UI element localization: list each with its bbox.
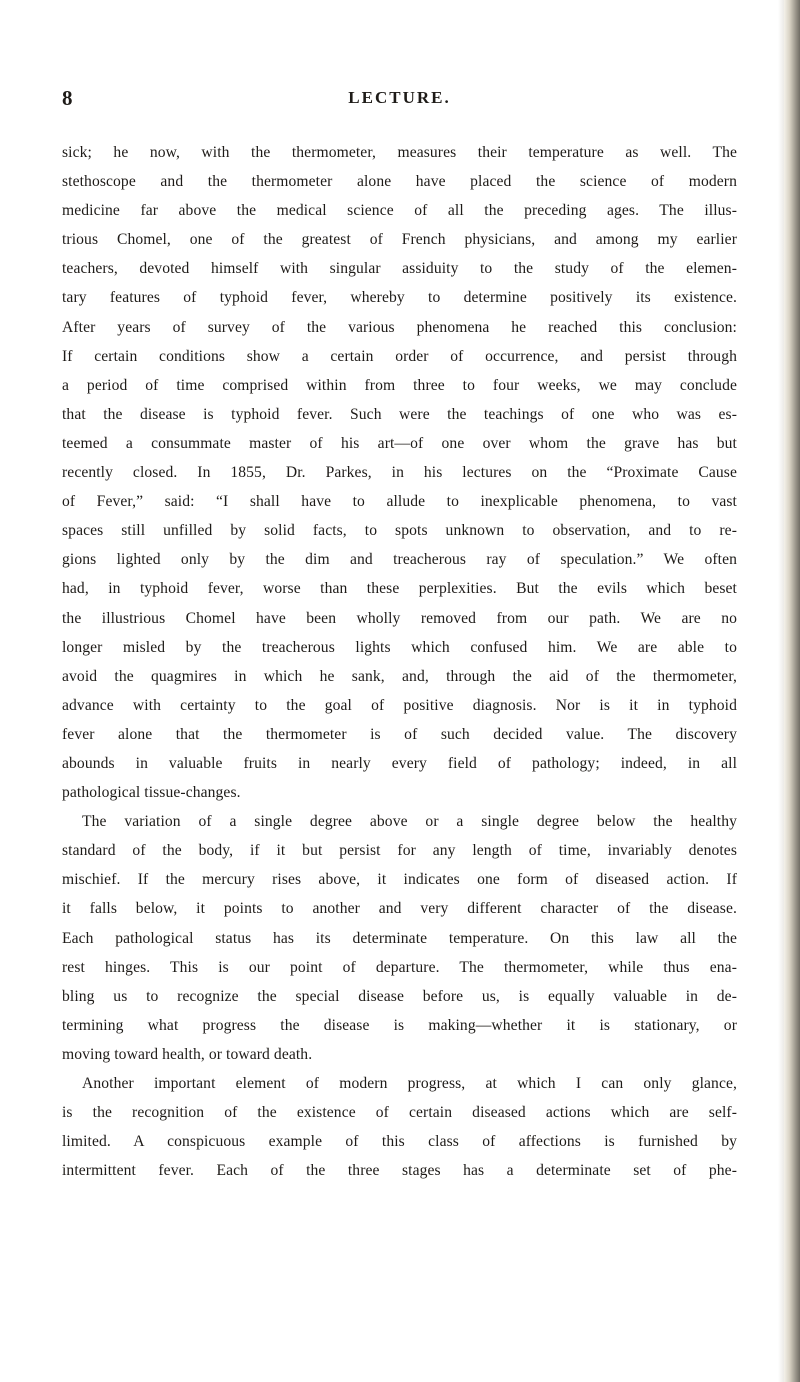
- text-line: the illustrious Chomel have been wholly removed from our path. We are no: [62, 609, 737, 627]
- text-line: is the recognition of the existence of certain diseased actions which are self-: [62, 1104, 737, 1122]
- text-line: If certain conditions show a certain order of occurrence, and persist through: [62, 347, 737, 365]
- text-line: a period of time comprised within from three to four weeks, we may conclude: [62, 376, 737, 394]
- text-line: teachers, devoted himself with singular assiduity to the study of the elemen-: [62, 260, 737, 278]
- text-line: it falls below, it points to another and very different character of the disease.: [62, 900, 737, 918]
- text-line: that the disease is typhoid fever. Such were the teachings of one who was es-: [62, 405, 737, 423]
- text-line: spaces still unfilled by solid facts, to spots unknown to observation, and to re-: [62, 522, 737, 540]
- paragraph-end-line: pathological tissue-changes.: [62, 784, 241, 802]
- text-line: tary features of typhoid fever, whereby to determine positively its existence.: [62, 289, 737, 307]
- text-line: medicine far above the medical science of all the preceding ages. The illus-: [62, 202, 737, 220]
- text-line: After years of survey of the various phenomena he reached this conclusion:: [62, 318, 737, 336]
- text-line: mischief. If the mercury rises above, it indicates one form of diseased action. If: [62, 871, 737, 889]
- text-line: limited. A conspicuous example of this class of affections is furnished by: [62, 1133, 737, 1151]
- page-number: 8: [62, 86, 73, 110]
- text-line: intermittent fever. Each of the three stages has a determinate set of phe-: [62, 1162, 737, 1180]
- body-text: [62, 138, 737, 1185]
- text-line: Each pathological status has its determinate temperature. On this law all the: [62, 929, 737, 947]
- text-line: bling us to recognize the special disease before us, is equally valuable in de-: [62, 987, 737, 1005]
- text-line: teemed a consummate master of his art—of one over whom the grave has but: [62, 434, 737, 452]
- text-line: avoid the quagmires in which he sank, and, through the aid of the thermometer,: [62, 667, 737, 685]
- text-line: rest hinges. This is our point of departure. The thermometer, while thus ena-: [62, 958, 737, 976]
- text-line: recently closed. In 1855, Dr. Parkes, in his lectures on the “Proximate Cause: [62, 464, 737, 482]
- text-line: advance with certainty to the goal of positive diagnosis. Nor is it in typhoid: [62, 696, 737, 714]
- text-line: trious Chomel, one of the greatest of French physicians, and among my earlier: [62, 231, 737, 249]
- text-line: stethoscope and the thermometer alone have placed the science of modern: [62, 173, 737, 191]
- paragraph-start-line: The variation of a single degree above or a single degree below the healthy: [82, 813, 737, 831]
- running-head: LECTURE.: [348, 88, 451, 107]
- paragraph-start-line: Another important element of modern progress, at which I can only glance,: [82, 1075, 737, 1092]
- text-line: standard of the body, if it but persist for any length of time, invariably denotes: [62, 842, 737, 860]
- text-line: sick; he now, with the thermometer, measures their temperature as well. The: [62, 144, 737, 161]
- text-line: gions lighted only by the dim and treacherous ray of speculation.” We often: [62, 551, 737, 569]
- paragraph-end-line: moving toward health, or toward death.: [62, 1045, 313, 1063]
- text-line: fever alone that the thermometer is of such decided value. The discovery: [62, 725, 737, 743]
- page-header: [62, 86, 737, 116]
- page-edge: [784, 0, 800, 1382]
- text-line: abounds in valuable fruits in nearly every field of pathology; indeed, in all: [62, 754, 737, 772]
- text-line: longer misled by the treacherous lights which confused him. We are able to: [62, 638, 737, 656]
- text-line: had, in typhoid fever, worse than these perplexities. But the evils which beset: [62, 580, 737, 598]
- text-line: of Fever,” said: “I shall have to allude to inexplicable phenomena, to vast: [62, 493, 737, 511]
- text-line: termining what progress the disease is making—whether it is stationary, or: [62, 1016, 737, 1034]
